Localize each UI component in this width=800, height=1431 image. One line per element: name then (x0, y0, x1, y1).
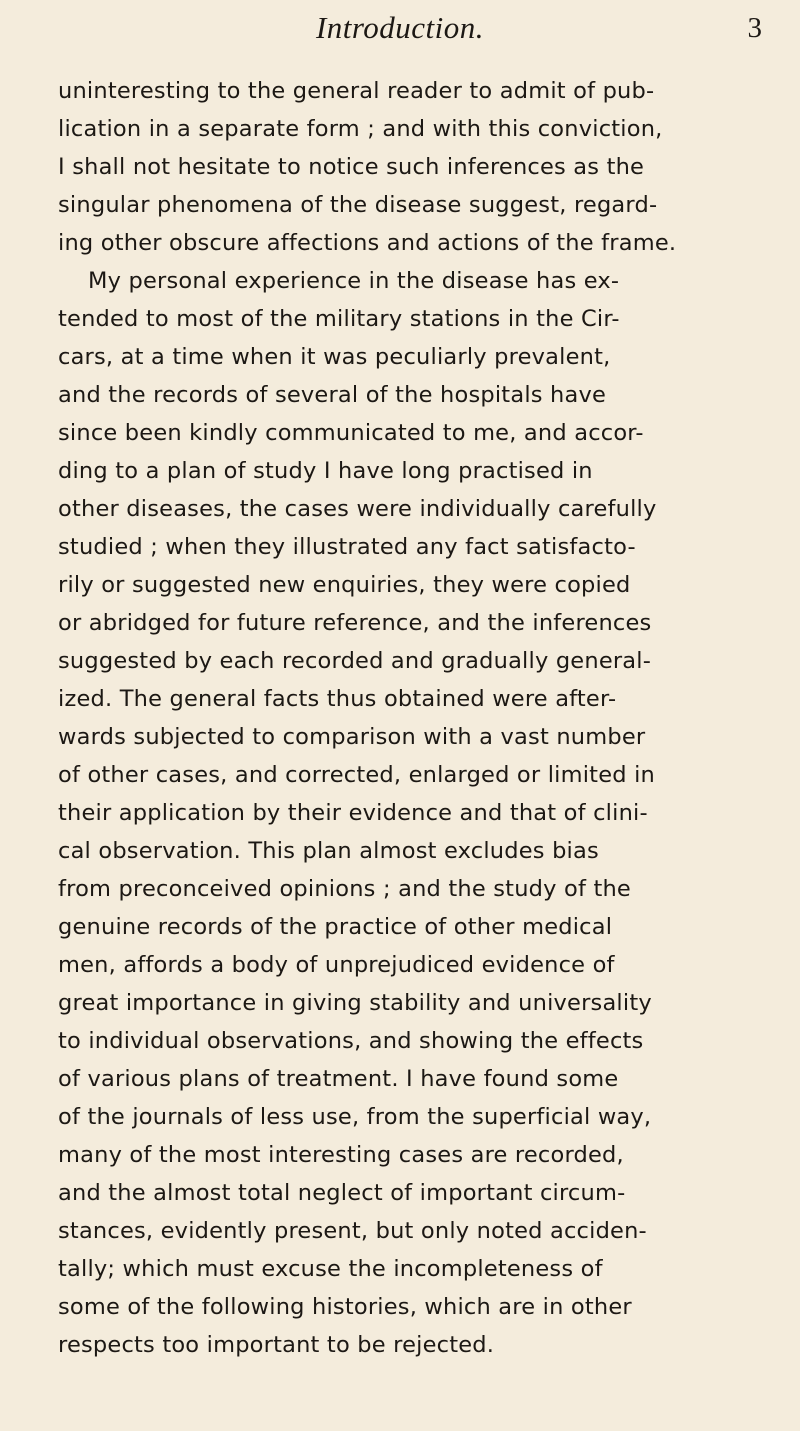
text-line: My personal experience in the disease has ex- (88, 268, 620, 294)
text-line: uninteresting to the general reader to admit of pub- (58, 78, 655, 104)
text-line: ing other obscure affections and actions of the frame. (58, 230, 677, 256)
running-head (0, 6, 800, 46)
text-line: ized. The general facts thus obtained were after- (58, 686, 617, 712)
page-number: 3 (747, 12, 762, 44)
text-line: of other cases, and corrected, enlarged or limited in (58, 762, 655, 788)
text-line: men, affords a body of unprejudiced evidence of (58, 952, 615, 978)
text-line: lication in a separate form ; and with this conviction, (58, 116, 663, 142)
text-line: I shall not hesitate to notice such inferences as the (58, 154, 645, 180)
text-line: and the almost total neglect of important circum- (58, 1180, 626, 1206)
text-line: ding to a plan of study I have long practised in (58, 458, 593, 484)
text-line: their application by their evidence and that of clini- (58, 800, 648, 826)
text-line: studied ; when they illustrated any fact satisfacto- (58, 534, 636, 560)
text-line: and the records of several of the hospitals have (58, 382, 607, 408)
text-line: tended to most of the military stations in the Cir- (58, 306, 620, 332)
text-line: stances, evidently present, but only noted acciden- (58, 1218, 647, 1244)
text-line: cal observation. This plan almost excludes bias (58, 838, 599, 864)
text-line: singular phenomena of the disease suggest, regard- (58, 192, 658, 218)
text-line: some of the following histories, which are in other (58, 1294, 632, 1320)
text-line: cars, at a time when it was peculiarly prevalent, (58, 344, 611, 370)
text-line: of various plans of treatment. I have found some (58, 1066, 619, 1092)
text-line: other diseases, the cases were individually carefully (58, 496, 657, 522)
text-line: since been kindly communicated to me, and accor- (58, 420, 644, 446)
text-line: suggested by each recorded and gradually general- (58, 648, 652, 674)
text-line: many of the most interesting cases are recorded, (58, 1142, 624, 1168)
text-line: great importance in giving stability and universality (58, 990, 652, 1016)
text-line: or abridged for future reference, and the inferences (58, 610, 652, 636)
text-line: of the journals of less use, from the superficial way, (58, 1104, 652, 1130)
text-line: genuine records of the practice of other medical (58, 914, 613, 940)
text-line: from preconceived opinions ; and the study of the (58, 876, 631, 902)
text-line: to individual observations, and showing the effects (58, 1028, 644, 1054)
text-line: respects too important to be rejected. (58, 1332, 495, 1358)
text-line: tally; which must excuse the incompleteness of (58, 1256, 603, 1282)
running-title: Introduction. (315, 10, 485, 45)
text-line: rily or suggested new enquiries, they were copied (58, 572, 631, 598)
text-line: wards subjected to comparison with a vast number (58, 724, 646, 750)
